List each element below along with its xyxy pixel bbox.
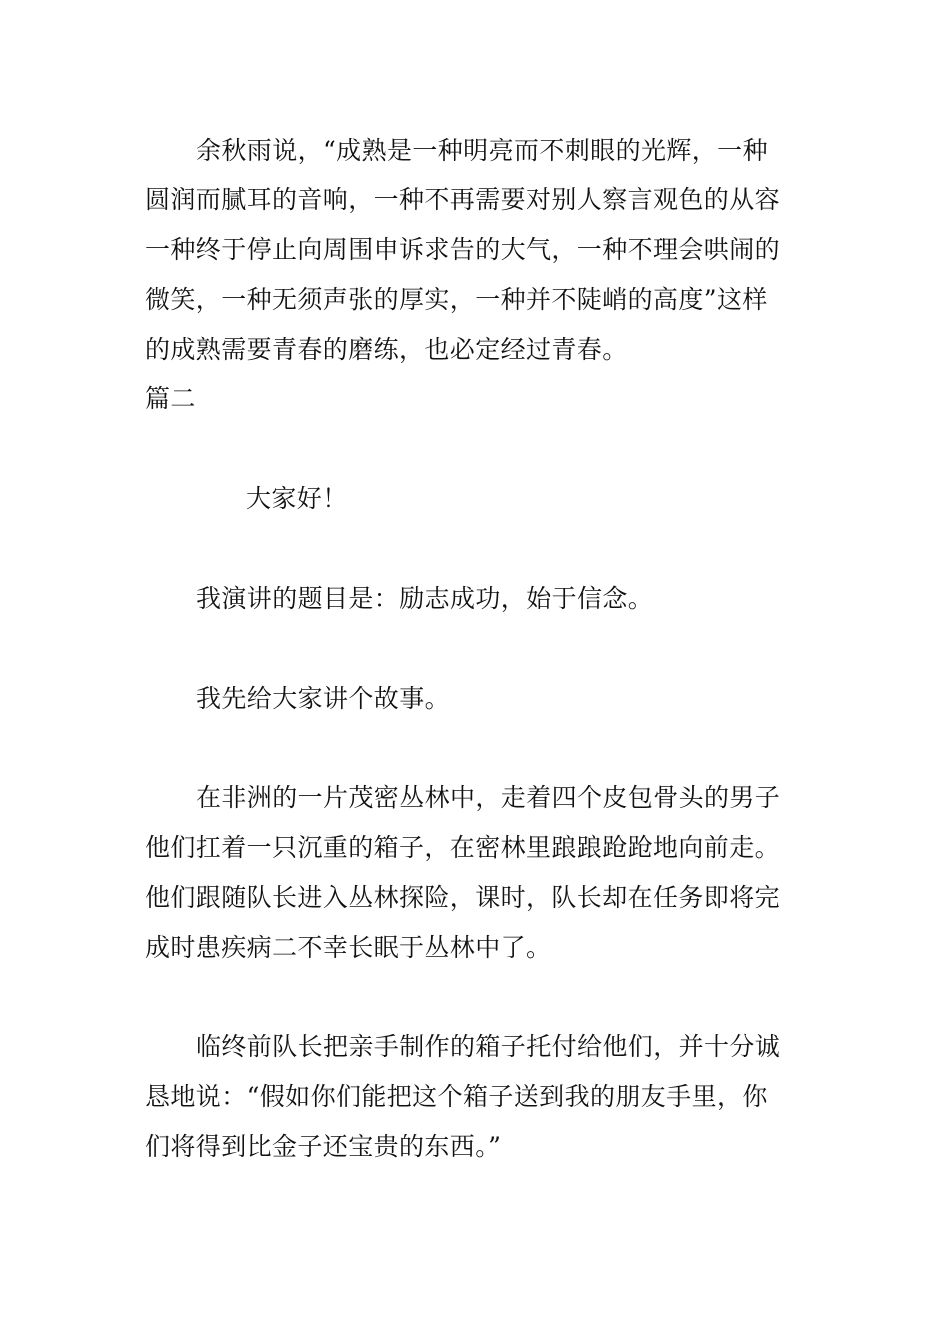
paragraph-1-line-3: 一种终于停止向周围申诉求告的大气，一种不理会哄闹的	[145, 235, 781, 264]
paragraph-3-line-1: 临终前队长把亲手制作的箱子托付给他们，并十分诚	[196, 1032, 781, 1061]
paragraph-1-line-5: 的成熟需要青春的磨练，也必定经过青春。	[145, 335, 628, 364]
section-heading: 篇二	[145, 384, 196, 413]
paragraph-2-line-4: 成时患疾病二不幸长眠于丛林中了。	[145, 933, 552, 962]
paragraph-2-line-2: 他们扛着一只沉重的箱子，在密林里踉踉跄跄地向前走。	[145, 833, 781, 862]
speech-topic: 我演讲的题目是：励志成功，始于信念。	[196, 584, 654, 613]
paragraph-1-line-4: 微笑，一种无须声张的厚实，一种并不陡峭的高度”这样	[145, 285, 768, 314]
paragraph-3-line-2: 恳地说：“假如你们能把这个箱子送到我的朋友手里，你	[145, 1082, 768, 1111]
paragraph-1-line-2: 圆润而腻耳的音响，一种不再需要对别人察言观色的从容	[145, 185, 781, 214]
story-intro: 我先给大家讲个故事。	[196, 684, 451, 713]
greeting: 大家好！	[246, 484, 348, 513]
paragraph-3-line-3: 们将得到比金子还宝贵的东西。”	[145, 1132, 502, 1161]
paragraph-2-line-3: 他们跟随队长进入丛林探险，课时，队长却在任务即将完	[145, 883, 781, 912]
paragraph-2-line-1: 在非洲的一片茂密丛林中，走着四个皮包骨头的男子	[196, 783, 781, 812]
paragraph-1-line-1: 余秋雨说，“成熟是一种明亮而不刺眼的光辉，一种	[196, 136, 768, 165]
